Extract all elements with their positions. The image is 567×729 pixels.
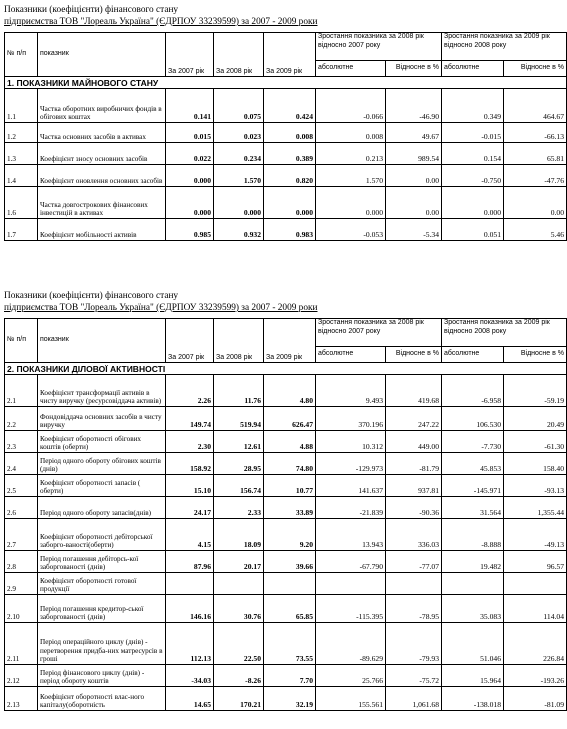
value-2007: 149.74 — [166, 407, 214, 431]
col-header-growth-2009: Зростання показника за 2009 рік відносно 2008 року — [442, 33, 567, 61]
rel-change-2008: 0.00 — [386, 165, 442, 187]
rel-change-2008: -90.36 — [386, 497, 442, 519]
col-header-no: № п/п — [5, 33, 38, 77]
rel-change-2008 — [386, 573, 442, 595]
row-number: 1.1 — [5, 89, 38, 123]
rel-change-2009: 464.67 — [504, 89, 567, 123]
row-number: 1.3 — [5, 143, 38, 165]
table-row — [5, 143, 567, 165]
value-2008: 28.95 — [214, 453, 264, 475]
rel-change-2009: -47.76 — [504, 165, 567, 187]
rel-change-2008: 247.22 — [386, 407, 442, 431]
row-number: 2.7 — [5, 519, 38, 551]
abs-change-2009: 106.530 — [442, 407, 504, 431]
abs-change-2009: 51.046 — [442, 623, 504, 665]
value-2008: 30.76 — [214, 595, 264, 623]
rel-change-2009: 20.49 — [504, 407, 567, 431]
rel-change-2009: 96.57 — [504, 551, 567, 573]
row-number: 1.4 — [5, 165, 38, 187]
section-title: 1. ПОКАЗНИКИ МАЙНОВОГО СТАНУ — [5, 77, 567, 89]
col-header-rel-2008: Відносне в % — [386, 61, 442, 77]
abs-change-2008: -129.973 — [316, 453, 386, 475]
table-row — [5, 375, 567, 407]
value-2008: 18.09 — [214, 519, 264, 551]
value-2009: 73.55 — [264, 623, 316, 665]
table-row — [5, 187, 567, 219]
col-header-2007: За 2007 рік — [166, 319, 214, 363]
value-2008: -8.26 — [214, 665, 264, 687]
report-title-line2: підприємства ТОВ "Лореаль Україна" (ЄДРПОУ 33239599) за 2007 - 2009 роки — [4, 303, 318, 313]
value-2008: 156.74 — [214, 475, 264, 497]
col-header-rel-2008: Відносне в % — [386, 347, 442, 363]
section-title: 2. ПОКАЗНИКИ ДІЛОВОЇ АКТИВНОСТІ — [5, 363, 567, 375]
value-2008: 2.33 — [214, 497, 264, 519]
abs-change-2009: -145.971 — [442, 475, 504, 497]
table-row — [5, 123, 567, 143]
rel-change-2008: -77.07 — [386, 551, 442, 573]
value-2009: 32.19 — [264, 687, 316, 711]
value-2007: 2.26 — [166, 375, 214, 407]
indicator-name: Коефіцієнт оборотності запасів ( оберти) — [38, 475, 166, 497]
value-2009: 0.008 — [264, 123, 316, 143]
rel-change-2009: -193.26 — [504, 665, 567, 687]
value-2009: 0.820 — [264, 165, 316, 187]
value-2009: 10.77 — [264, 475, 316, 497]
rel-change-2009: 1,355.44 — [504, 497, 567, 519]
table-row — [5, 453, 567, 475]
value-2009: 7.70 — [264, 665, 316, 687]
col-header-growth-2008: Зростання показника за 2008 рік відносно 2007 року — [316, 33, 442, 61]
rel-change-2008: -79.93 — [386, 623, 442, 665]
col-header-abs-2008: абсолютне — [316, 61, 386, 77]
indicator-name: Коефіцієнт мобільності активів — [38, 219, 166, 241]
financial-table-1 — [4, 32, 567, 241]
table-row — [5, 165, 567, 187]
col-header-indicator: показник — [38, 33, 166, 77]
rel-change-2009: 226.84 — [504, 623, 567, 665]
abs-change-2009: 0.000 — [442, 187, 504, 219]
table-row — [5, 497, 567, 519]
row-number: 1.2 — [5, 123, 38, 143]
table-row — [5, 407, 567, 431]
abs-change-2008: 25.766 — [316, 665, 386, 687]
value-2009: 74.80 — [264, 453, 316, 475]
abs-change-2009: -138.018 — [442, 687, 504, 711]
rel-change-2008: -46.90 — [386, 89, 442, 123]
value-2009: 33.89 — [264, 497, 316, 519]
row-number: 2.3 — [5, 431, 38, 453]
row-number: 2.9 — [5, 573, 38, 595]
value-2008: 22.50 — [214, 623, 264, 665]
indicator-name: Частка оборотних виробничих фондів в обігових коштах — [38, 89, 166, 123]
value-2007: 0.000 — [166, 165, 214, 187]
value-2009: 4.88 — [264, 431, 316, 453]
abs-change-2008: 1.570 — [316, 165, 386, 187]
table-row — [5, 431, 567, 453]
indicator-name: Частка довгострокових фінансових інвестицій в активах — [38, 187, 166, 219]
row-number: 2.10 — [5, 595, 38, 623]
value-2007: 0.000 — [166, 187, 214, 219]
col-header-2009: За 2009 рік — [264, 33, 316, 77]
value-2007: 0.015 — [166, 123, 214, 143]
rel-change-2008: 49.67 — [386, 123, 442, 143]
value-2009: 4.80 — [264, 375, 316, 407]
col-header-abs-2008: абсолютне — [316, 347, 386, 363]
rel-change-2008: 419.68 — [386, 375, 442, 407]
indicator-name: Частка основних засобів в активах — [38, 123, 166, 143]
indicator-name: Фондовіддача основних засобів в чисту виручку — [38, 407, 166, 431]
value-2009 — [264, 573, 316, 595]
value-2008: 519.94 — [214, 407, 264, 431]
row-number: 1.7 — [5, 219, 38, 241]
col-header-growth-2008: Зростання показника за 2008 рік відносно 2007 року — [316, 319, 442, 347]
table-row — [5, 665, 567, 687]
abs-change-2009: -7.730 — [442, 431, 504, 453]
indicator-name: Коефіцієнт оновлення основних засобів — [38, 165, 166, 187]
rel-change-2008: 449.00 — [386, 431, 442, 453]
col-header-no: № п/п — [5, 319, 38, 363]
abs-change-2008: 370.196 — [316, 407, 386, 431]
value-2007 — [166, 573, 214, 595]
value-2007: 0.022 — [166, 143, 214, 165]
abs-change-2008: 0.000 — [316, 187, 386, 219]
value-2008 — [214, 573, 264, 595]
rel-change-2009: 114.04 — [504, 595, 567, 623]
col-header-rel-2009: Відносне в % — [504, 61, 567, 77]
col-header-2007: За 2007 рік — [166, 33, 214, 77]
abs-change-2008: 141.637 — [316, 475, 386, 497]
abs-change-2009: 0.154 — [442, 143, 504, 165]
value-2007: 2.30 — [166, 431, 214, 453]
value-2009: 0.000 — [264, 187, 316, 219]
value-2007: 0.985 — [166, 219, 214, 241]
abs-change-2008: -0.066 — [316, 89, 386, 123]
rel-change-2009: -81.09 — [504, 687, 567, 711]
table-row — [5, 475, 567, 497]
table-row — [5, 551, 567, 573]
rel-change-2008: 937.81 — [386, 475, 442, 497]
abs-change-2009: 0.051 — [442, 219, 504, 241]
indicator-name: Період одного обороту запасів(днів) — [38, 497, 166, 519]
indicator-name: Коефіцієнт зносу основних засобів — [38, 143, 166, 165]
indicator-name: Період погашення кредитор-ської заборгованості (днів) — [38, 595, 166, 623]
row-number: 2.13 — [5, 687, 38, 711]
col-header-indicator: показник — [38, 319, 166, 363]
rel-change-2008: 1,061.68 — [386, 687, 442, 711]
table-row — [5, 89, 567, 123]
col-header-abs-2009: абсолютне — [442, 347, 504, 363]
abs-change-2008: 13.943 — [316, 519, 386, 551]
row-number: 2.2 — [5, 407, 38, 431]
abs-change-2009: 31.564 — [442, 497, 504, 519]
row-number: 2.6 — [5, 497, 38, 519]
rel-change-2008: -78.95 — [386, 595, 442, 623]
col-header-2008: За 2008 рік — [214, 319, 264, 363]
rel-change-2009: -59.19 — [504, 375, 567, 407]
indicator-name: Період фінансового циклу (днів) - період обороту коштів — [38, 665, 166, 687]
report-title-line2: підприємства ТОВ "Лореаль Україна" (ЄДРПОУ 33239599) за 2007 - 2009 роки — [4, 17, 318, 27]
rel-change-2009: -61.30 — [504, 431, 567, 453]
value-2008: 0.234 — [214, 143, 264, 165]
row-number: 2.12 — [5, 665, 38, 687]
value-2009: 0.389 — [264, 143, 316, 165]
table-row — [5, 595, 567, 623]
section-row — [5, 77, 567, 89]
indicator-name: Коефіцієнт трансформації активів в чисту виручку (ресурсовіддача активів) — [38, 375, 166, 407]
value-2008: 12.61 — [214, 431, 264, 453]
indicator-name: Період одного обороту обігових коштів (днів) — [38, 453, 166, 475]
report-title-1 — [4, 4, 317, 28]
table-row — [5, 219, 567, 241]
value-2009: 626.47 — [264, 407, 316, 431]
indicator-name: Коефіцієнт оборотності готової продукції — [38, 573, 166, 595]
abs-change-2009: -0.015 — [442, 123, 504, 143]
value-2007: 15.10 — [166, 475, 214, 497]
row-number: 2.1 — [5, 375, 38, 407]
value-2008: 0.000 — [214, 187, 264, 219]
abs-change-2009: -8.888 — [442, 519, 504, 551]
row-number: 2.5 — [5, 475, 38, 497]
value-2007: 112.13 — [166, 623, 214, 665]
rel-change-2009: -49.13 — [504, 519, 567, 551]
row-number: 2.4 — [5, 453, 38, 475]
abs-change-2009: 0.349 — [442, 89, 504, 123]
header-row — [5, 33, 567, 61]
abs-change-2008: 155.561 — [316, 687, 386, 711]
rel-change-2009: 65.81 — [504, 143, 567, 165]
rel-change-2009: 158.40 — [504, 453, 567, 475]
rel-change-2009: 0.00 — [504, 187, 567, 219]
col-header-growth-2009: Зростання показника за 2009 рік відносно 2008 року — [442, 319, 567, 347]
rel-change-2009: -93.13 — [504, 475, 567, 497]
abs-change-2008 — [316, 573, 386, 595]
table-row — [5, 573, 567, 595]
rel-change-2008: 0.00 — [386, 187, 442, 219]
indicator-name: Коефіцієнт оборотності дебіторської заборго-ваності(оберти) — [38, 519, 166, 551]
col-header-2009: За 2009 рік — [264, 319, 316, 363]
header-row — [5, 319, 567, 347]
rel-change-2008: -5.34 — [386, 219, 442, 241]
report-title-line1: Показники (коефіцієнти) фінансового стану — [4, 5, 179, 15]
abs-change-2009 — [442, 573, 504, 595]
value-2007: 146.16 — [166, 595, 214, 623]
rel-change-2009: -66.13 — [504, 123, 567, 143]
table-row — [5, 687, 567, 711]
abs-change-2008: 0.008 — [316, 123, 386, 143]
abs-change-2009: 45.853 — [442, 453, 504, 475]
rel-change-2009: 5.46 — [504, 219, 567, 241]
value-2009: 0.424 — [264, 89, 316, 123]
value-2008: 0.932 — [214, 219, 264, 241]
section-row — [5, 363, 567, 375]
col-header-abs-2009: абсолютне — [442, 61, 504, 77]
value-2007: 14.65 — [166, 687, 214, 711]
value-2009: 39.66 — [264, 551, 316, 573]
value-2007: 4.15 — [166, 519, 214, 551]
row-number: 2.11 — [5, 623, 38, 665]
abs-change-2008: -89.629 — [316, 623, 386, 665]
value-2009: 0.983 — [264, 219, 316, 241]
abs-change-2008: -67.790 — [316, 551, 386, 573]
abs-change-2009: -0.750 — [442, 165, 504, 187]
rel-change-2008: 989.54 — [386, 143, 442, 165]
value-2008: 11.76 — [214, 375, 264, 407]
col-header-rel-2009: Відносне в % — [504, 347, 567, 363]
rel-change-2008: -75.72 — [386, 665, 442, 687]
indicator-name: Коефіцієнт оборотності обігових коштів (оберти) — [38, 431, 166, 453]
abs-change-2009: 35.083 — [442, 595, 504, 623]
indicator-name: Коефіцієнт оборотності влас-ного капіталу(оборотність — [38, 687, 166, 711]
value-2008: 20.17 — [214, 551, 264, 573]
value-2008: 1.570 — [214, 165, 264, 187]
financial-table-2 — [4, 318, 567, 711]
abs-change-2008: 9.493 — [316, 375, 386, 407]
value-2007: 158.92 — [166, 453, 214, 475]
col-header-2008: За 2008 рік — [214, 33, 264, 77]
value-2007: 0.141 — [166, 89, 214, 123]
abs-change-2009: 19.482 — [442, 551, 504, 573]
value-2009: 9.20 — [264, 519, 316, 551]
row-number: 2.8 — [5, 551, 38, 573]
abs-change-2008: 0.213 — [316, 143, 386, 165]
value-2008: 0.023 — [214, 123, 264, 143]
table-row — [5, 623, 567, 665]
value-2007: -34.03 — [166, 665, 214, 687]
abs-change-2008: -21.839 — [316, 497, 386, 519]
value-2009: 65.85 — [264, 595, 316, 623]
value-2008: 0.075 — [214, 89, 264, 123]
rel-change-2008: -81.79 — [386, 453, 442, 475]
table-row — [5, 519, 567, 551]
abs-change-2008: 10.312 — [316, 431, 386, 453]
abs-change-2008: -0.053 — [316, 219, 386, 241]
abs-change-2008: -115.395 — [316, 595, 386, 623]
indicator-name: Період операційного циклу (днів) - перетворення придба-них матресурсів в гроші — [38, 623, 166, 665]
report-title-2 — [4, 290, 317, 314]
row-number: 1.6 — [5, 187, 38, 219]
abs-change-2009: -6.958 — [442, 375, 504, 407]
report-title-line1: Показники (коефіцієнти) фінансового стану — [4, 291, 179, 301]
value-2007: 24.17 — [166, 497, 214, 519]
value-2008: 170.21 — [214, 687, 264, 711]
rel-change-2009 — [504, 573, 567, 595]
indicator-name: Період погашення дебіторсь-кої заборгованості (днів) — [38, 551, 166, 573]
value-2007: 87.96 — [166, 551, 214, 573]
rel-change-2008: 336.03 — [386, 519, 442, 551]
abs-change-2009: 15.964 — [442, 665, 504, 687]
